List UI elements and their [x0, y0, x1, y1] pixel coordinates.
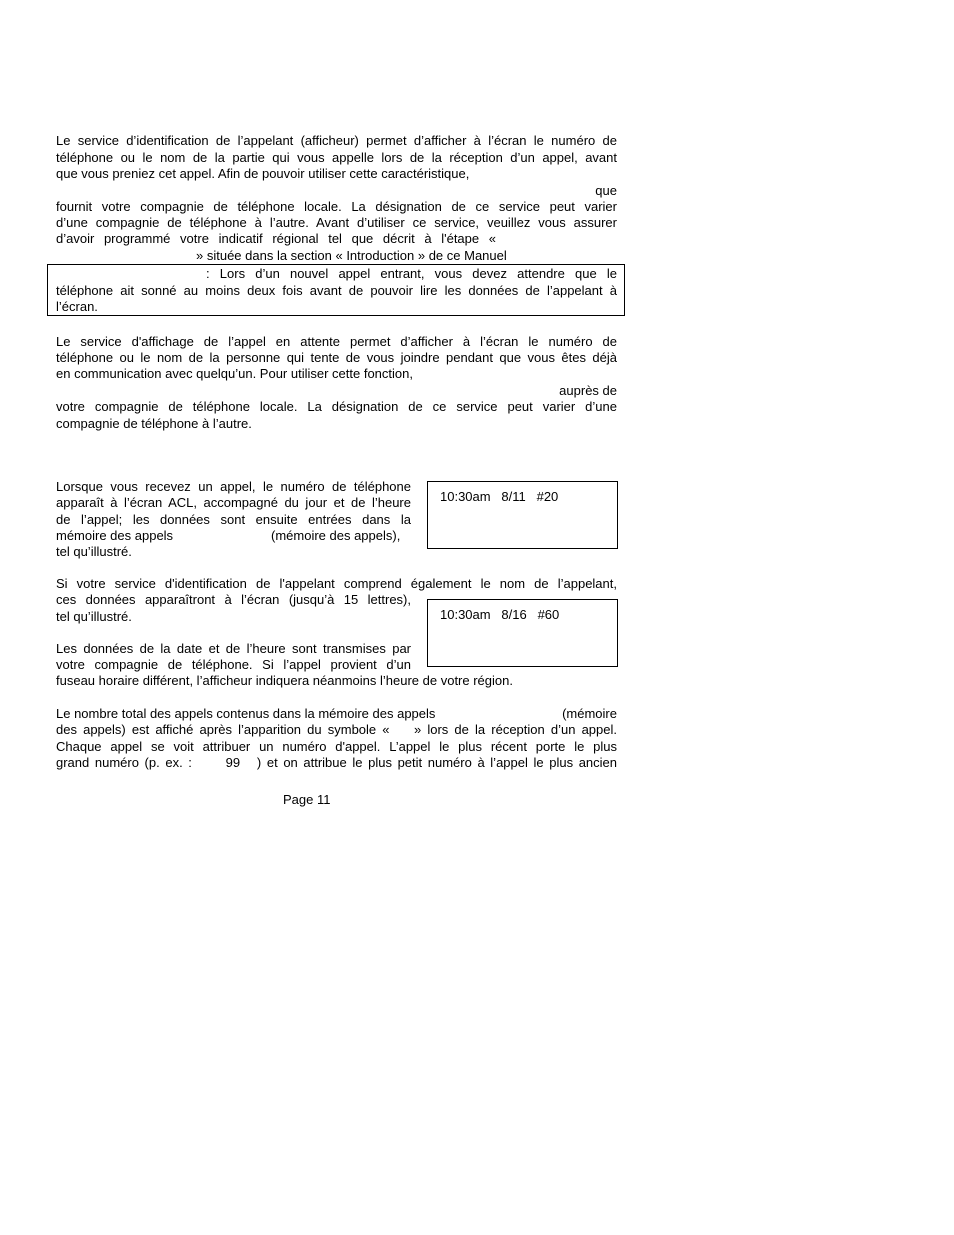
lcd-display: [427, 481, 618, 549]
lcd-text: 10:30am 8/11 #20: [440, 489, 559, 504]
text-line: (mémoire: [562, 706, 617, 721]
text-line: Le nombre total des appels contenus dans la mémoire des appels: [56, 706, 436, 721]
text-line: » située dans la section « Introduction » de ce Manuel: [196, 248, 507, 263]
text-line: votre compagnie de téléphone. Si l’appel provient d’un: [56, 657, 411, 672]
text-line: votre compagnie de téléphone locale. La désignation de ce service peut varier d’une: [56, 399, 617, 414]
text-line: d’une compagnie de téléphone à l’autre. Avant d’utiliser ce service, veuillez vous assurer: [56, 215, 617, 230]
text-line: des appels) est affiché après l’apparition du symbole « » lors de la réception d’un appel.: [56, 722, 617, 737]
text-line: ces données apparaîtront à l’écran (jusqu’à 15 lettres),: [56, 592, 411, 607]
text-line: l’écran.: [56, 299, 98, 314]
text-line: téléphone ou le nom de la personne qui tente de vous joindre pendant que vous êtes déjà: [56, 350, 617, 365]
text-line: grand numéro (p. ex. : 99 ) et on attribue le plus petit numéro à l’appel le plus ancien: [56, 755, 617, 770]
text-line: tel qu’illustré.: [56, 609, 132, 624]
lcd-text: 10:30am 8/16 #60: [440, 607, 560, 622]
text-line: fournit votre compagnie de téléphone locale. La désignation de ce service peut varier: [56, 199, 617, 214]
text-line: : Lors d’un nouvel appel entrant, vous devez attendre que le: [206, 266, 617, 281]
text-line: téléphone ou le nom de la partie qui vous appelle lors de la réception d’un appel, avant: [56, 150, 617, 165]
text-line: Le service d’identification de l’appelant (afficheur) permet d’afficher à l’écran le numéro de: [56, 133, 617, 148]
text-line: de l’appel; les données sont ensuite entrées dans la: [56, 512, 411, 527]
text-line: que: [595, 183, 617, 198]
text-line: Lorsque vous recevez un appel, le numéro de téléphone: [56, 479, 411, 494]
text-line: Si votre service d'identification de l'appelant comprend également le nom de l’appelant,: [56, 576, 617, 591]
text-line: Chaque appel se voit attribuer un numéro d'appel. L’appel le plus récent porte le plus: [56, 739, 617, 754]
text-line: compagnie de téléphone à l’autre.: [56, 416, 252, 431]
text-line: d’avoir programmé votre indicatif régional tel que décrit à l'étape «: [56, 231, 496, 246]
text-line: (mémoire des appels),: [271, 528, 401, 543]
text-line: auprès de: [559, 383, 617, 398]
text-line: Les données de la date et de l’heure sont transmises par: [56, 641, 411, 656]
text-line: que vous preniez cet appel. Afin de pouvoir utiliser cette caractéristique,: [56, 166, 470, 181]
text-line: apparaît à l’écran ACL, accompagné du jour et de l’heure: [56, 495, 411, 510]
text-line: téléphone ait sonné au moins deux fois avant de pouvoir lire les données de l’appelant à: [56, 283, 617, 298]
text-line: Le service d'affichage de l’appel en attente permet d’afficher à l’écran le numéro de: [56, 334, 617, 349]
text-line: en communication avec quelqu’un. Pour utiliser cette fonction,: [56, 366, 413, 381]
page-number: Page 11: [283, 792, 331, 807]
lcd-display: [427, 599, 618, 667]
text-line: tel qu’illustré.: [56, 544, 132, 559]
text-line: fuseau horaire différent, l’afficheur indiquera néanmoins l’heure de votre région.: [56, 673, 513, 688]
text-line: mémoire des appels: [56, 528, 174, 543]
